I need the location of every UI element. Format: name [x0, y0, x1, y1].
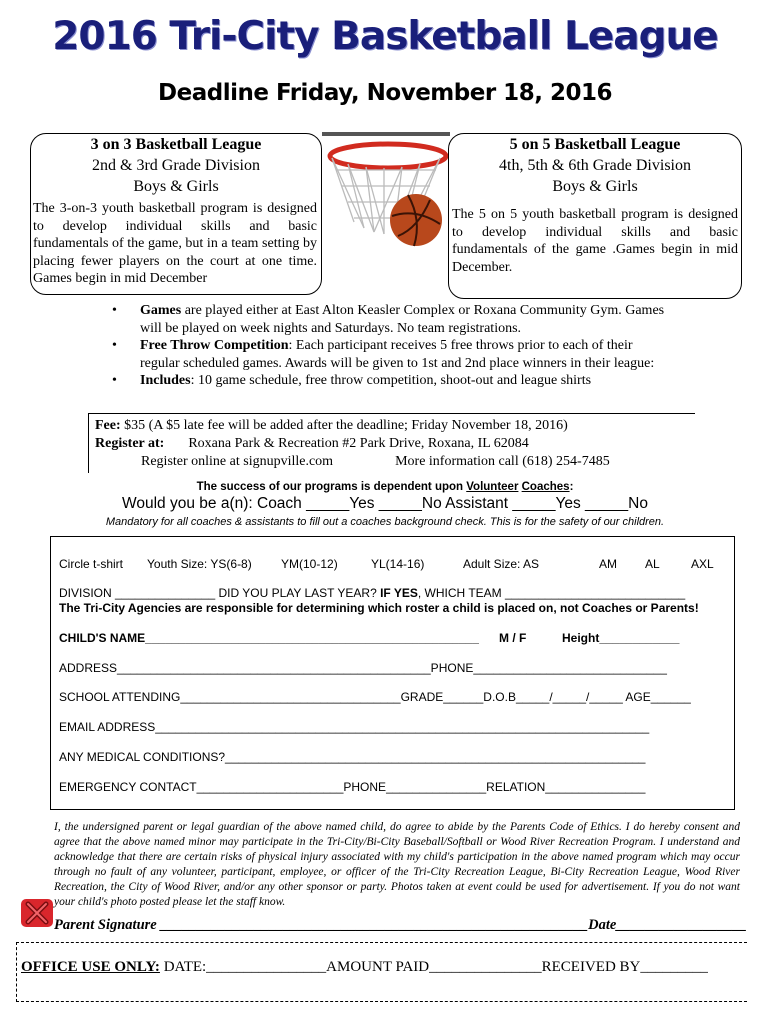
shirt-size-row: [59, 557, 714, 571]
emergency-contact-field[interactable]: EMERGENCY CONTACT______________________PHONE_______________RELATION_______________: [59, 780, 646, 794]
al-option[interactable]: AL: [645, 557, 660, 571]
register-label: Register at:: [95, 436, 165, 451]
signature-date-field[interactable]: Date__________________: [588, 917, 747, 933]
register-text: Roxana Park & Recreation #2 Park Drive, Roxana, IL 62084: [188, 436, 529, 451]
mandatory-note: Mandatory for all coaches & assistants to fill out a coaches background check. This is for the safety of our children.: [105, 516, 665, 528]
five-on-five-description: The 5 on 5 youth basketball program is designed to develop individual skills and basic fundamentals of the game .Games begin in mid December.: [452, 207, 738, 275]
deadline-heading: Deadline Friday, November 18, 2016: [158, 80, 612, 106]
fee-text: $35 (A $5 late fee will be added after the deadline; Friday November 18, 2016): [124, 418, 568, 433]
volunteer-note: The success of our programs is dependent upon Volunteer Coaches:: [196, 481, 574, 493]
gender-field[interactable]: M / F: [499, 631, 527, 645]
register-online-text: Register online at signupville.com: [141, 454, 334, 469]
legal-consent-text: I, the undersigned parent or legal guardian of the above named child, do agree to abide by the Parents Code of Ethics. I do hereby consent and agree that the above named minor may participate in the Tri-City/Bi-City Baseball/Softball or Wood River Recreation Program. I understand and acknowledge that there are certain risks of physical injury associated with my child's participation in the above named program which may occur through no fault of any volunteer, participant, employee, or officer of the Tri-City Recreation League, Bi-City Recreation League, Wood River Recreation, the City of Wood River, and/or any other sponsor or party. Photos taken at event could be used for advertisement. If you do not want your child's photo posted please let the staff know.: [54, 821, 740, 908]
yl-option[interactable]: YL(14-16): [371, 557, 425, 571]
child-name-field[interactable]: CHILD'S NAME__________________________________________________: [59, 631, 479, 645]
address-field[interactable]: ADDRESS_______________________________________________PHONE_____________________________: [59, 661, 667, 675]
agencies-note: The Tri-City Agencies are responsible for determining which roster a child is placed on, not Coaches or Parents!: [59, 601, 699, 615]
list-item: • Includes: 10 game schedule, free throw competition, shoot-out and league shirts: [112, 373, 592, 388]
fee-label: Fee:: [95, 418, 121, 433]
coach-question: Would you be a(n): Coach _____Yes _____No Assistant _____Yes _____No: [122, 495, 648, 512]
basketball-hoop-icon: [318, 124, 456, 254]
height-field[interactable]: Height____________: [562, 631, 680, 645]
five-on-five-box: [448, 133, 742, 299]
parent-signature-field[interactable]: Parent Signature ___________________________________________________________: [54, 917, 589, 933]
ym-option[interactable]: YM(10-12): [281, 557, 338, 571]
youth-size-option[interactable]: Youth Size: YS(6-8): [147, 557, 252, 571]
email-field[interactable]: EMAIL ADDRESS__________________________________________________________________________: [59, 720, 650, 734]
three-on-three-division: 2nd & 3rd Grade Division: [92, 157, 260, 174]
registration-form: [50, 536, 735, 810]
three-on-three-description: The 3-on-3 youth basketball program is designed to develop individual skills and basic fundamentals of the game, but in a team setting by placing fewer players on the court at one time. Games begin in mid December: [33, 201, 317, 286]
three-on-three-heading: 3 on 3 Basketball League: [90, 136, 262, 153]
five-on-five-gender: Boys & Girls: [552, 178, 638, 195]
office-use-fields[interactable]: DATE:________________AMOUNT PAID_______________RECEIVED BY_________: [159, 959, 708, 975]
office-use-row: [21, 959, 708, 976]
office-use-label: OFFICE USE ONLY:: [21, 959, 160, 975]
shirt-label: Circle t-shirt: [59, 557, 124, 571]
office-use-box: [16, 942, 747, 1002]
division-row[interactable]: DIVISION _______________ DID YOU PLAY LAST YEAR? IF YES, WHICH TEAM ___________________________: [59, 586, 686, 600]
list-item: • Games are played either at East Alton Keasler Complex or Roxana Community Gym. Games will be played on week nights and Saturdays. No team registrations.: [112, 303, 665, 336]
sign-here-x-icon: [20, 898, 54, 928]
medical-field[interactable]: ANY MEDICAL CONDITIONS?_______________________________________________________________: [59, 750, 646, 764]
axl-option[interactable]: AXL: [691, 557, 714, 571]
adult-size-option[interactable]: Adult Size: AS: [463, 557, 540, 571]
page-title: 2016 Tri-City Basketball League: [52, 14, 718, 59]
five-on-five-heading: 5 on 5 Basketball League: [509, 136, 681, 153]
am-option[interactable]: AM: [599, 557, 617, 571]
three-on-three-gender: Boys & Girls: [133, 178, 219, 195]
parent-signature-line[interactable]: [54, 917, 747, 934]
list-item: • Free Throw Competition: Each participant receives 5 free throws prior to each of their regular scheduled games. Awards will be given to 1st and 2nd place winners in their league:: [112, 338, 655, 371]
school-field[interactable]: SCHOOL ATTENDING_________________________________GRADE______D.O.B_____/_____/_____ AGE______: [59, 690, 691, 704]
three-on-three-box: [30, 133, 322, 295]
more-info-text: More information call (618) 254-7485: [395, 454, 610, 469]
fee-register-block: [88, 413, 695, 473]
program-details-list: [112, 302, 672, 390]
child-name-row[interactable]: [59, 631, 680, 645]
five-on-five-division: 4th, 5th & 6th Grade Division: [499, 157, 691, 174]
